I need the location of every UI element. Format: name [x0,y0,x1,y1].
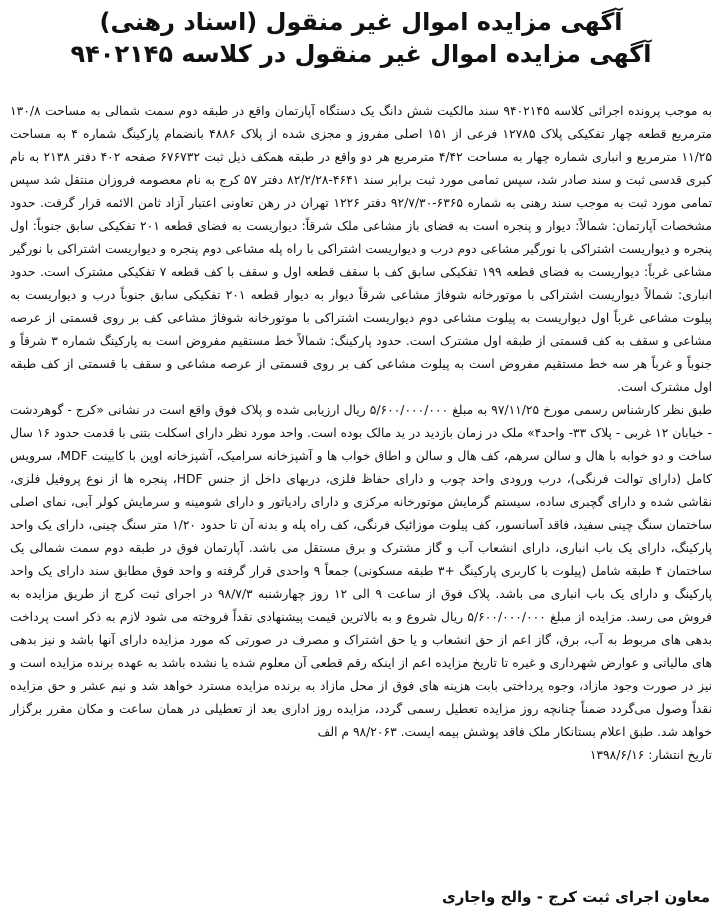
title-line-1: آگهی مزایده اموال غیر منقول (اسناد رهنی) [99,8,623,36]
notice-body [10,100,712,744]
paragraph-auction-details: طبق نظر کارشناس رسمی مورخ ۹۷/۱۱/۲۵ به مبلغ ۵/۶۰۰/۰۰۰/۰۰۰ ریال ارزیابی شده و پلاک فوق واقع است در نشانی «کرج - گوهردشت - خیابان ۱۲ غربی - پلاک ۳۳- واحد۴» ملک در زمان بازدید در ید مالک بوده است. واحد مورد نظر دارای اسکلت بتنی با قدمت حدود ۱۶ سال ساخت و دو خوابه با هال و سالن سرهم، کف هال و سالن و اطاق خواب ها و آشپزخانه سرامیک، آشپزخانه اوپن با کابینت MDF، سرویس کامل (دارای توالت فرنگی)، درب ورودی واحد چوب و دارای حفاظ فلزی، دربهای داخل از جنس HDF، پنجره ها از نوع پروفیل فلزی، نقاشی شده و دارای گچبری ساده، سیستم گرمایش موتورخانه مرکزی و دارای رادیاتور و دارای شومینه و سرمایش کولر آبی، نمای اصلی ساختمان سنگ چینی سفید، فاقد آسانسور، کف پیلوت موزائیک فرنگی، کف راه پله و بدنه آن تا حدود ۱/۲۰ متر سنگ چینی، دارای یک واحد پارکینگ، دارای یک باب انباری، دارای انشعاب آب و گاز مشترک و برق مستقل می باشد. آپارتمان فوق در طبقه دوم سمت شمالی یک ساختمان ۴ طبقه شامل (پیلوت با کاربری پارکینگ +۳ طبقه مسکونی) جمعاً ۹ واحدی قرار گرفته و واحد فوق مطابق سند دارای یک واحد پارکینگ و دارای یک باب انباری می باشد. پلاک فوق از ساعت ۹ الی ۱۲ روز چهارشنبه ۹۸/۷/۳ در اجرای ثبت کرج از طریق مزایده به فروش می رسد. مزایده از مبلغ ۵/۶۰۰/۰۰۰/۰۰۰ ریال شروع و به بالاترین قیمت پیشنهادی نقداً فروخته می شود لازم به ذکر است پرداخت بدهی های مربوط به آب، برق، گاز اعم از حق انشعاب و یا حق اشتراک و مصرف در صورتی که مورد مزایده دارای آنها باشد و نیز بدهی های مالیاتی و عوارض شهرداری و غیره تا تاریخ مزایده اعم از اینکه رقم قطعی آن معلوم شده یا نشده باشد به عهده برنده مزایده است و نیز در صورت وجود مازاد، وجوه پرداختی بابت هزینه های فوق از محل مازاد به برنده مزایده مسترد خواهد شد و نیم عشر و حق مزایده نقداً وصول می‌گردد ضمناً چنانچه روز مزایده تعطیل رسمی گردد، مزایده روز اداری بعد از تعطیلی در همان ساعت و مکان مقرر برگزار خواهد شد. طبق اعلام بستانکار ملک فاقد پوشش بیمه ایست. ۹۸/۲۰۶۳ م الف [10,403,712,739]
title-line-2: آگهی مزایده اموال غیر منقول در کلاسه ۹۴۰۲۱۴۵ [70,40,652,68]
paragraph-property-description: به موجب پرونده اجرائی کلاسه ۹۴۰۲۱۴۵ سند مالکیت شش دانگ یک دستگاه آپارتمان واقع در طبقه دوم سمت شمالی به مساحت ۱۳۰/۸ مترمربع قطعه چهار تفکیکی پلاک ۱۲۷۸۵ فرعی از ۱۵۱ اصلی مفروز و مجزی شده از پلاک ۴۸۸۶ بانضمام پارکینگ شماره ۴ به مساحت ۱۱/۲۵ مترمربع و انباری شماره چهار به مساحت ۴/۴۲ مترمربع هر دو واقع در طبقه همکف ذیل ثبت ۶۷۶۷۳۲ صفحه ۴۰۲ دفتر ۲۱۳۸ به نام کبری قدسی ثبت و سند صادر شد، سپس تمامی مورد ثبت برابر سند ۴۶۴۱-۸۲/۲/۲۸ دفتر ۵۷ کرج به نام معصومه فروزان منتقل شد سپس تمامی مورد ثبت به موجب سند رهنی به شماره ۶۳۶۵-۹۲/۷/۳۰ دفتر ۱۲۲۶ تهران در رهن تعاونی اعتبار آزاد ثامن الائمه قرار گرفت. حدود مشخصات آپارتمان: شمالاً: دیوار و پنجره است به فضای باز مشاعی ملک شرقاً: دیواریست به فضای قطعه ۲۰۱ تفکیکی سابق جنوباً: اول پنجره و دیواریست اشتراکی با نورگیر مشاعی دوم درب و دیواریست اشتراکی با راه پله مشاعی دوم پنجره و دیواریست اشتراکی با نورگیر مشاعی غرباً: دیواریست به فضای قطعه ۱۹۹ تفکیکی سابق کف با سقف قطعه اول و سقف با کف قطعه ۷ تفکیکی مشترک است. حدود انباری: شمالاً دیواریست اشتراکی با موتورخانه شوفاژ مشاعی شرقاً دیوار به دیوار قطعه ۲۰۱ تفکیکی سابق جنوباً درب و دیواریست به پیلوت مشاعی غرباً اول دیواریست به پیلوت مشاعی دوم دیواریست اشتراکی با موتورخانه شوفاژ مشاعی کف بر روی قسمتی از عرصه مشاعی و سقف به کف قسمتی از طبقه اول مشترک است. حدود پارکینگ: شمالاً خط مستقیم مفروض است به پارکینگ شماره ۳ شرقاً و جنوباً و غرباً هر سه خط مستقیم مفروض است به پیلوت مشاعی کف بر روی قسمتی از عرصه مشاعی و سقف با قسمتی از کف طبقه اول مشترک است. [10,104,713,394]
signature: معاون اجرای ثبت کرج - والح واجاری [442,888,710,906]
publish-date: تاریخ انتشار: ۱۳۹۸/۶/۱۶ [589,748,712,762]
notice-title [10,6,712,70]
